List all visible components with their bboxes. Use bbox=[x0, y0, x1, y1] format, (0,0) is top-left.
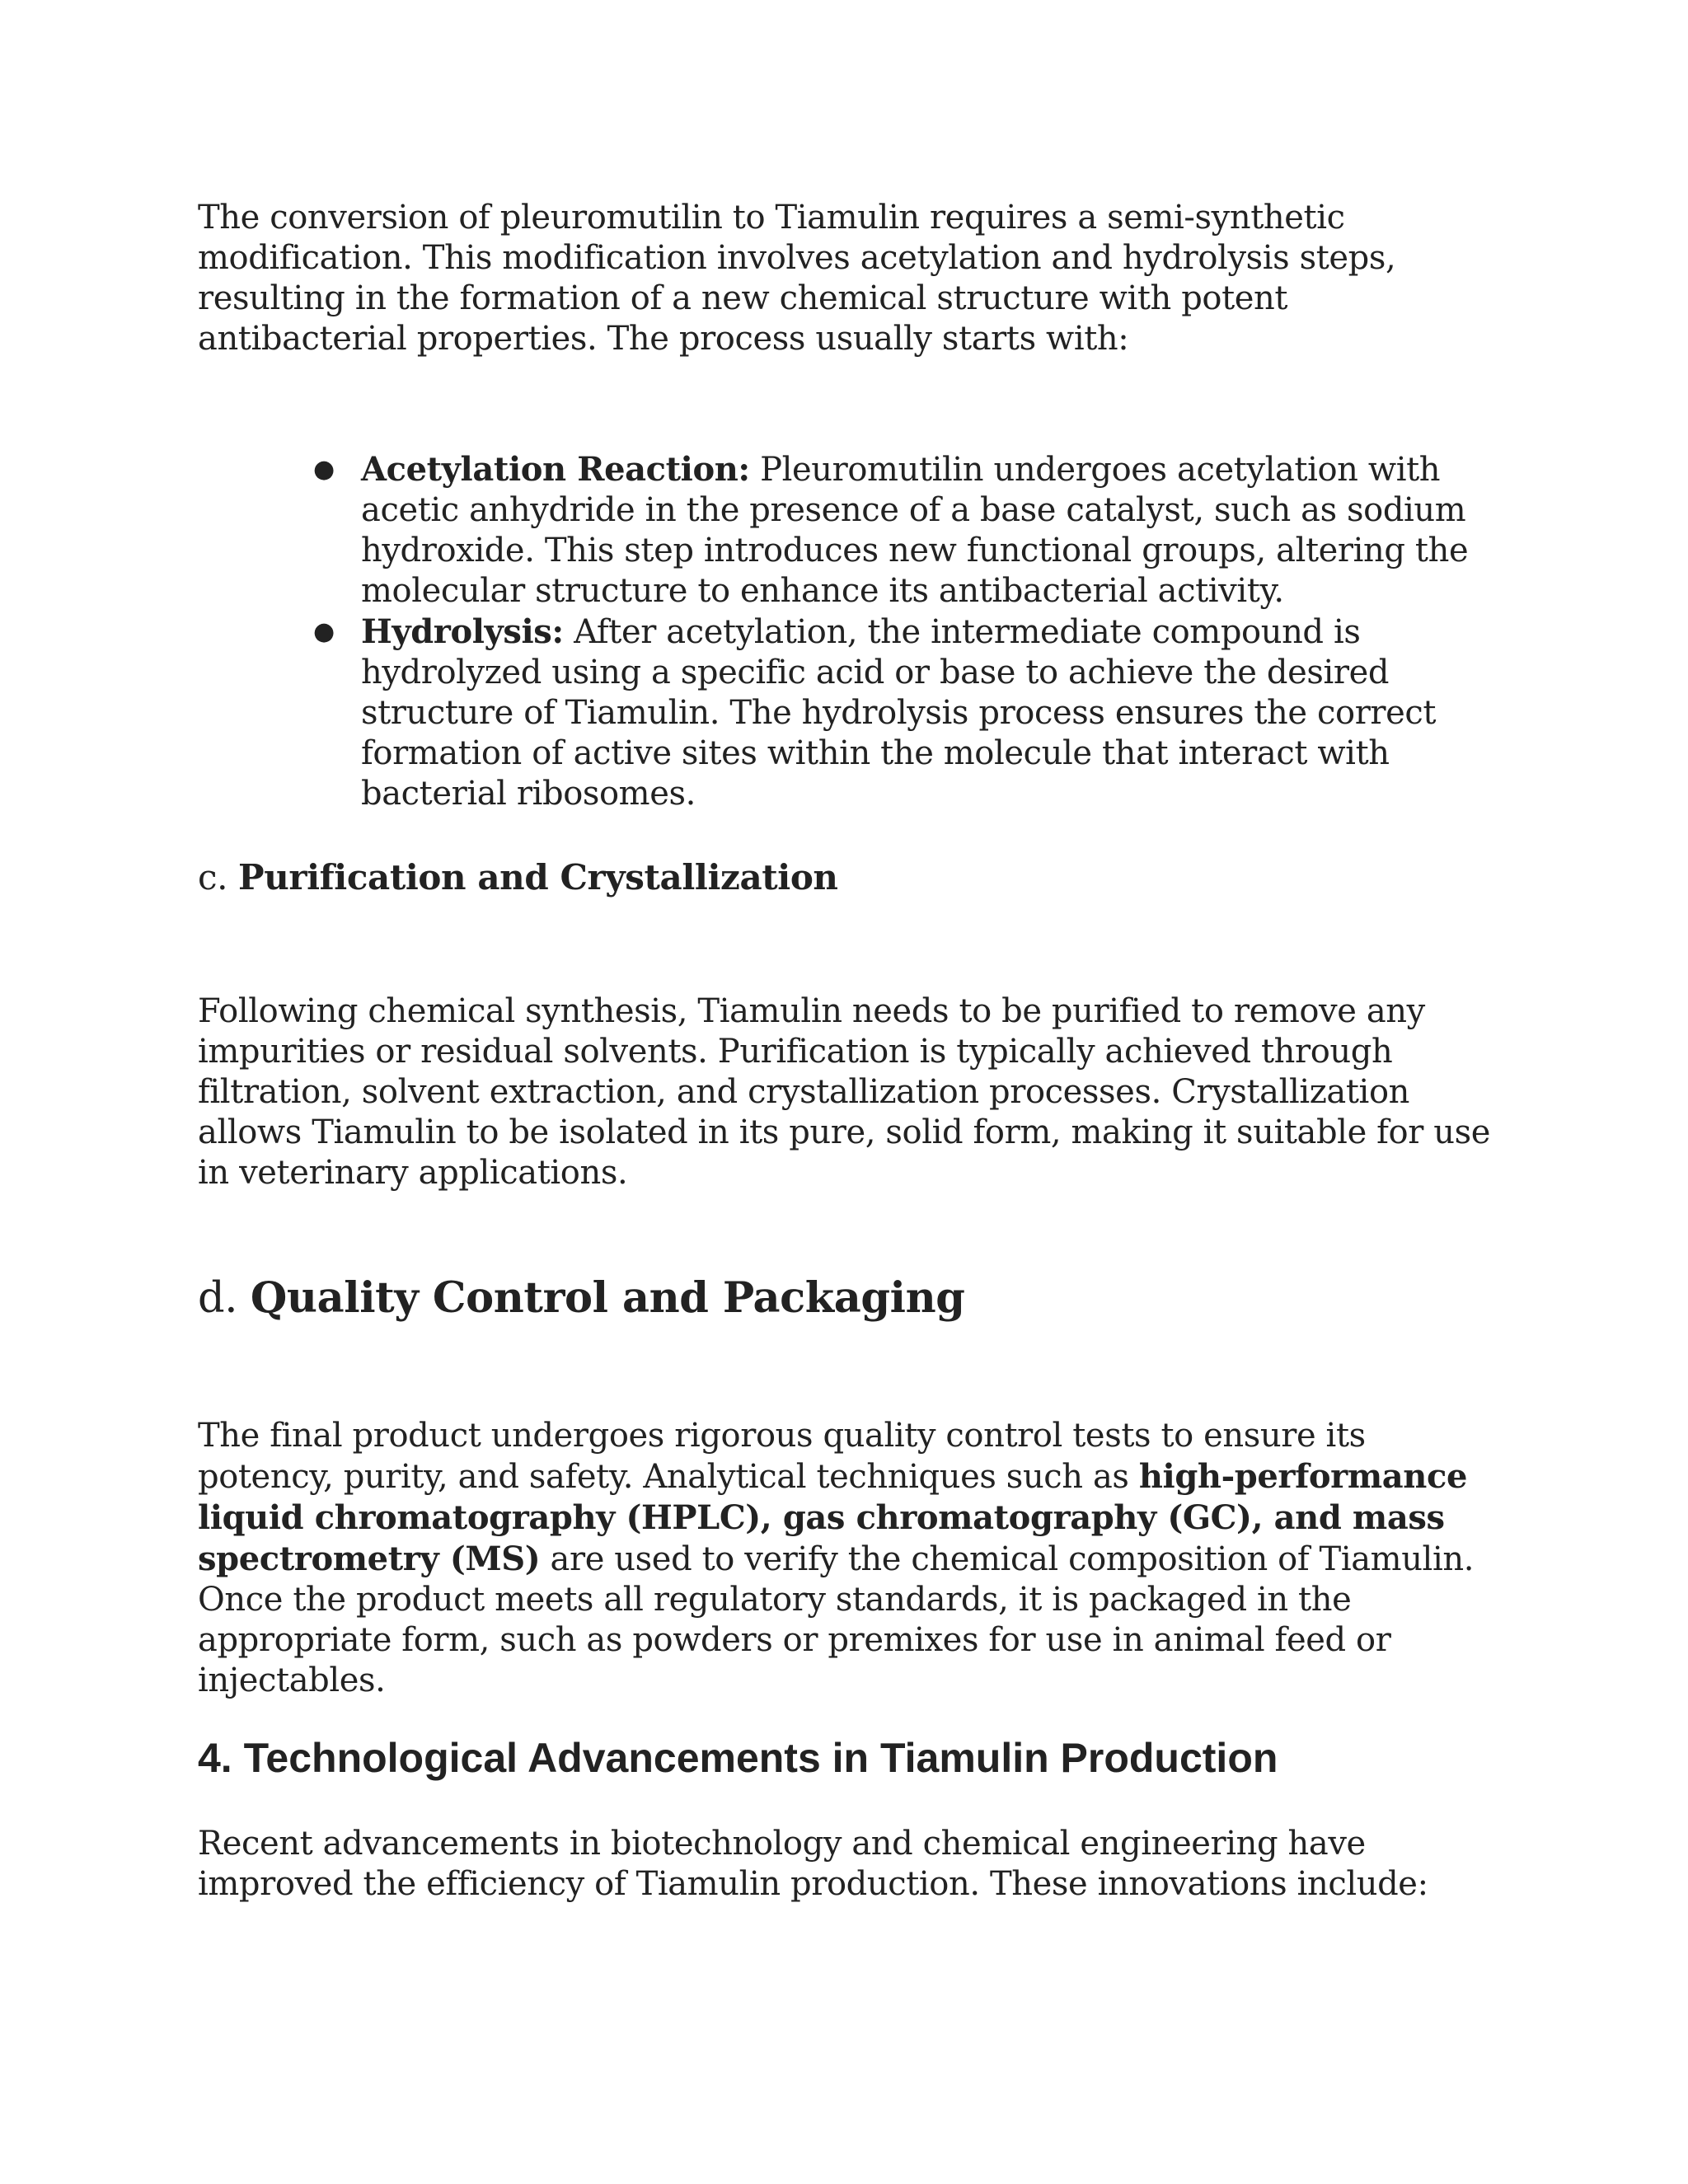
section-prefix: c. bbox=[198, 857, 239, 898]
section-heading-technological-advancements: 4. Technological Advancements in Tiamulin Production bbox=[198, 1735, 1278, 1781]
list-item bbox=[0, 449, 1490, 612]
section-prefix: d. bbox=[198, 1274, 251, 1323]
purification-paragraph: Following chemical synthesis, Tiamulin needs to be purified to remove any impurities or residual solvents. Purification is typically achieved through filtration, solvent extraction, and crystallization processes. Crystallization allows Tiamulin to be isolated in its pure, solid form, making it suitable for use in veterinary applications. bbox=[198, 992, 1491, 1192]
step-title: Hydrolysis: bbox=[361, 612, 564, 651]
bullet-icon: ● bbox=[313, 455, 335, 484]
section-heading-purification bbox=[198, 857, 1492, 898]
paragraph-text: The final product undergoes rigorous quality control tests to ensure its potency, purity, and safety. Analytical techniques such as bbox=[198, 1417, 1366, 1496]
list-item bbox=[0, 612, 1490, 814]
step-text: Pleuromutilin undergoes acetylation with acetic anhydride in the presence of a base catalyst, such as sodium hydroxide. This step introduces new functional groups, altering the molecular structure to enhance its antibacterial activity. bbox=[361, 451, 1469, 610]
advancements-paragraph: Recent advancements in biotechnology and chemical engineering have improved the efficiency of Tiamulin production. These innovations include: bbox=[198, 1825, 1428, 1903]
quality-control-paragraph bbox=[198, 1416, 1492, 1701]
intro-paragraph: The conversion of pleuromutilin to Tiamulin requires a semi-synthetic modification. This modification involves acetylation and hydrolysis steps, resulting in the formation of a new chemical structure with potent antibacterial properties. The process usually starts with: bbox=[198, 199, 1396, 358]
section-heading-quality-control bbox=[198, 1273, 1492, 1324]
section-title: Quality Control and Packaging bbox=[250, 1273, 965, 1323]
section-title: Purification and Crystallization bbox=[238, 857, 838, 898]
bullet-icon: ● bbox=[313, 617, 335, 646]
process-steps-list bbox=[0, 449, 1550, 814]
analytical-techniques: high-performance liquid chromatography (HPLC), gas chromatography (GC), and mass spectrometry (MS) bbox=[198, 1457, 1467, 1578]
step-text: After acetylation, the intermediate compound is hydrolyzed using a specific acid or base to achieve the desired structure of Tiamulin. The hydrolysis process ensures the correct formation of active sites within the molecule that interact with bacterial ribosomes. bbox=[361, 613, 1437, 813]
paragraph-text: are used to verify the chemical composition of Tiamulin. Once the product meets all regulatory standards, it is packaged in the appropriate form, such as powders or premixes for use in animal feed or injectables. bbox=[198, 1540, 1475, 1699]
step-title: Acetylation Reaction: bbox=[361, 450, 750, 489]
